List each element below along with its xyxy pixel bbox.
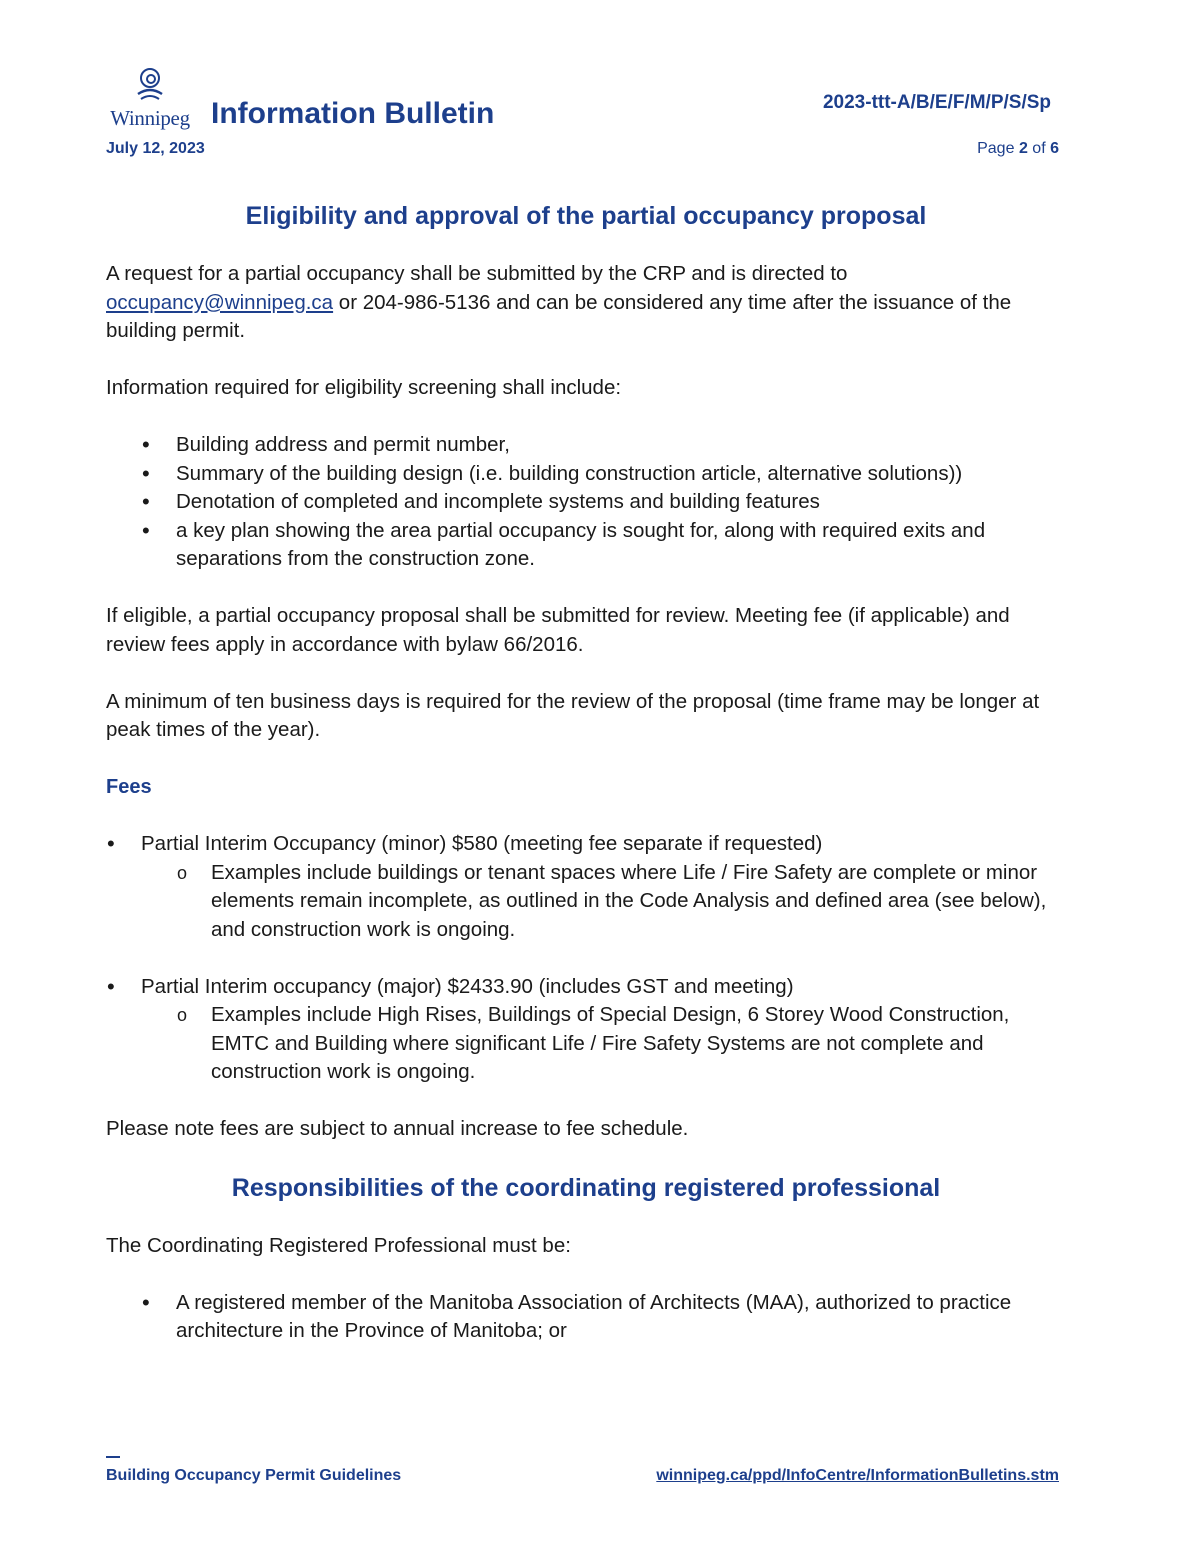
document-body (106, 196, 1066, 1346)
bulletin-date: July 12, 2023 (106, 140, 205, 157)
request-paragraph (106, 260, 1066, 346)
request-text-a: A request for a partial occupancy shall be submitted by the CRP and is directed to (106, 262, 848, 285)
occupancy-email-link[interactable]: occupancy@winnipeg.ca (106, 290, 334, 314)
screening-list (106, 431, 1066, 574)
responsibilities-heading: Responsibilities of the coordinating registered professional (231, 1173, 941, 1202)
review-time-paragraph: A minimum of ten business days is required for the review of the proposal (time frame may be longer at peak times of the year). (106, 689, 1040, 741)
logo-wordmark: Winnipeg (110, 106, 190, 130)
fees-heading: Fees (106, 776, 152, 798)
fees-list (106, 830, 1066, 1087)
page-current: 2 (1018, 140, 1028, 157)
page-number (977, 140, 1059, 158)
fees-note: Please note fees are subject to annual increase to fee schedule. (106, 1117, 689, 1140)
eligible-paragraph: If eligible, a partial occupancy proposal shall be submitted for review. Meeting fee (if applicable) and review fees apply in accordance with bylaw 66/2016. (106, 604, 1010, 656)
footer-link[interactable]: winnipeg.ca/ppd/InfoCentre/InformationBulletins.stm (656, 1467, 1059, 1484)
crp-intro: The Coordinating Registered Professional must be: (106, 1233, 571, 1257)
list-item: • Denotation of completed and incomplete systems and building features (106, 488, 1066, 517)
request-text-b: or 204-986-5136 and can be considered any time after the issuance of the building permit. (106, 290, 1012, 342)
eligibility-heading: Eligibility and approval of the partial occupancy proposal (245, 202, 927, 230)
fee-sublist (141, 859, 1066, 945)
list-item: • A registered member of the Manitoba Association of Architects (MAA), authorized to practice architecture in the Province of Manitoba; or (106, 1289, 1066, 1346)
crp-list (106, 1289, 1066, 1346)
list-item: • Summary of the building design (i.e. building construction article, alternative solutions)) (106, 460, 1066, 489)
bulletin-code: 2023-ttt-A/B/E/F/M/P/S/Sp (822, 92, 1051, 113)
page-prefix: Page (977, 140, 1015, 157)
winnipeg-logo (104, 66, 196, 132)
footer-title: Building Occupancy Permit Guidelines (106, 1467, 402, 1484)
list-item: • a key plan showing the area partial occupancy is sought for, along with required exits and separations from the construction zone. (106, 517, 1066, 574)
screening-intro: Information required for eligibility screening shall include: (106, 376, 622, 399)
fee-label: • Partial Interim occupancy (major) $2433.90 (includes GST and meeting) (141, 974, 794, 998)
winnipeg-logo-icon (134, 66, 166, 104)
footer-rule (106, 1456, 120, 1458)
fee-label: • Partial Interim Occupancy (minor) $580 (meeting fee separate if requested) (141, 832, 823, 855)
fee-example: o Examples include High Rises, Buildings of Special Design, 6 Storey Wood Construction, EMTC and Building where significant Life / Fire Safety Systems are not complete and construction work is ongoing. (141, 1001, 1066, 1087)
fee-item-minor (106, 830, 1066, 944)
fee-item-major (106, 973, 1066, 1087)
fee-sublist (141, 1001, 1066, 1087)
bulletin-title: Information Bulletin (211, 97, 495, 130)
list-item: • Building address and permit number, (106, 431, 1066, 460)
page-total: 6 (1050, 140, 1059, 157)
page-of: of (1032, 140, 1046, 157)
fee-example: o Examples include buildings or tenant spaces where Life / Fire Safety are complete or minor elements remain incomplete, as outlined in the Code Analysis and defined area (see below), and construction work is ongoing. (141, 859, 1066, 945)
